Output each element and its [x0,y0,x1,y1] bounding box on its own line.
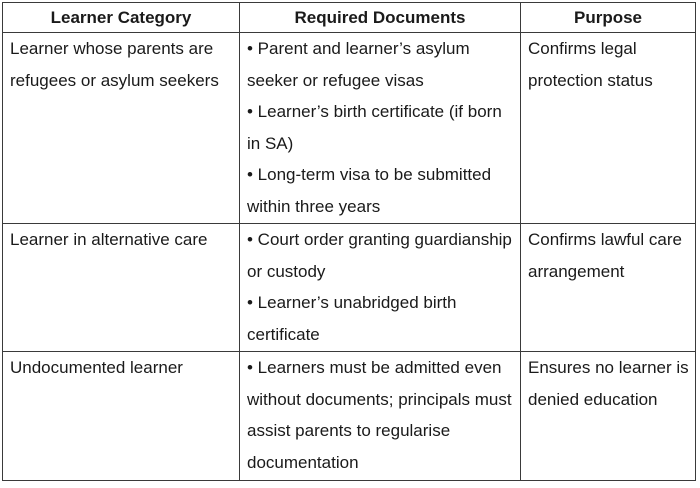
header-learner-category: Learner Category [3,3,240,33]
category-cell: Learner in alternative care [3,224,240,352]
purpose-cell: Confirms legal protection status [521,33,696,224]
header-row [3,3,696,33]
document-item: • Parent and learner’s asylum seeker or refugee visas [247,39,470,90]
documents-cell [240,352,521,481]
document-item: • Court order granting guardianship or custody [247,230,512,281]
purpose-cell: Ensures no learner is denied education [521,352,696,481]
header-purpose: Purpose [521,3,696,33]
table-row [3,33,696,224]
header-required-documents: Required Documents [240,3,521,33]
table-row [3,224,696,352]
documents-cell [240,33,521,224]
document-item: • Learner’s birth certificate (if born in SA) [247,102,502,153]
category-cell: Undocumented learner [3,352,240,481]
document-item: • Learners must be admitted even without documents; principals must assist parents to regularise documentation [247,358,512,472]
table-row [3,352,696,481]
requirements-table [2,2,696,481]
documents-cell [240,224,521,352]
document-item: • Long-term visa to be submitted within three years [247,165,492,216]
document-item: • Learner’s unabridged birth certificate [247,293,457,344]
purpose-cell: Confirms lawful care arrangement [521,224,696,352]
category-cell: Learner whose parents are refugees or asylum seekers [3,33,240,224]
